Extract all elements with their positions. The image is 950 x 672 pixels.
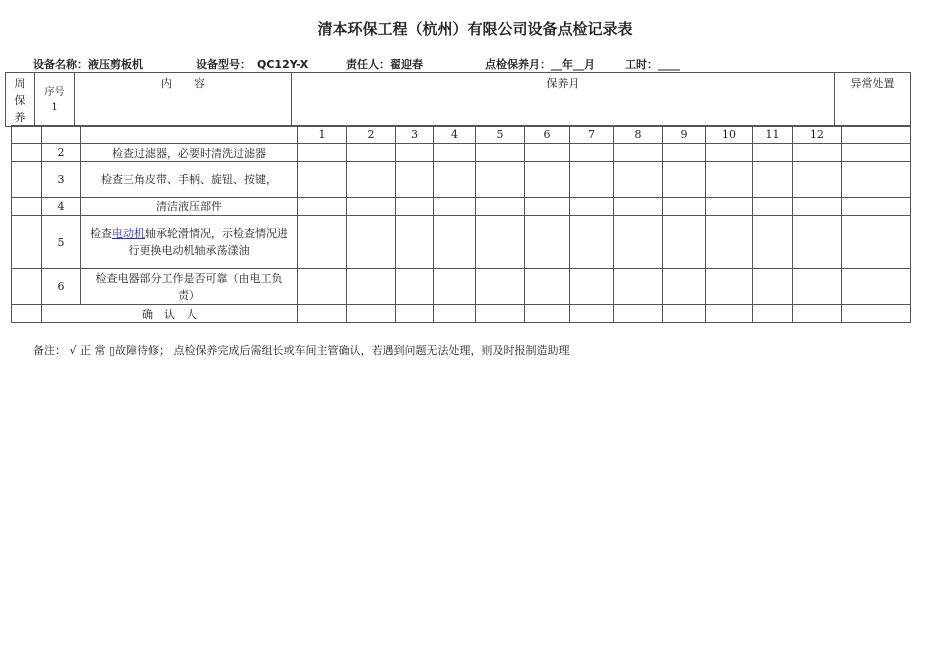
check-cell[interactable]	[614, 144, 663, 162]
check-cell[interactable]	[525, 162, 570, 198]
signature-cell[interactable]	[706, 305, 753, 323]
owner	[346, 56, 423, 72]
equipment-model-value: QC12Y-X	[257, 58, 309, 71]
row-content: 清洁液压部件	[81, 198, 298, 216]
check-cell[interactable]	[476, 144, 525, 162]
check-cell[interactable]	[614, 198, 663, 216]
signature-cell[interactable]	[476, 305, 525, 323]
work-hours	[625, 56, 680, 72]
footnote: 备注： √ 正 常 ▯故障待修； 点检保养完成后需组长或车间主管确认，若遇到问题无法处理，则及时报制造助理	[33, 344, 570, 357]
signature-cell[interactable]	[396, 305, 434, 323]
check-cell[interactable]	[663, 162, 706, 198]
check-cell[interactable]	[793, 269, 842, 305]
check-cell[interactable]	[396, 162, 434, 198]
check-cell[interactable]	[347, 144, 396, 162]
month-2: 2	[347, 126, 396, 144]
check-cell[interactable]	[298, 216, 347, 269]
table-row	[12, 162, 911, 198]
month-12: 12	[793, 126, 842, 144]
check-cell[interactable]	[706, 216, 753, 269]
row-content: 检查过滤器，必要时清洗过滤器	[81, 144, 298, 162]
check-cell[interactable]	[753, 269, 793, 305]
row-content-pre: 检查	[90, 227, 112, 240]
check-cell[interactable]	[396, 216, 434, 269]
check-cell[interactable]	[396, 269, 434, 305]
motor-link[interactable]: 电动机	[112, 227, 145, 240]
signature-cell[interactable]	[663, 305, 706, 323]
month-number-row	[12, 126, 911, 144]
check-cell[interactable]	[476, 162, 525, 198]
month-4: 4	[434, 126, 476, 144]
check-cell[interactable]	[663, 144, 706, 162]
hours-value: ____	[658, 58, 680, 71]
check-cell[interactable]	[525, 198, 570, 216]
check-cell[interactable]	[706, 144, 753, 162]
check-cell[interactable]	[476, 216, 525, 269]
month-3: 3	[396, 126, 434, 144]
check-cell[interactable]	[614, 162, 663, 198]
content-header: 内 容	[75, 73, 292, 127]
maintenance-period	[485, 56, 595, 72]
equipment-model	[196, 56, 308, 72]
inspection-table	[11, 125, 911, 323]
table-row	[12, 269, 911, 305]
row-content	[81, 216, 298, 269]
week-maintenance-header	[6, 73, 35, 127]
check-cell[interactable]	[663, 216, 706, 269]
month-11: 11	[753, 126, 793, 144]
signature-cell[interactable]	[793, 305, 842, 323]
check-cell[interactable]	[570, 162, 614, 198]
month-1: 1	[298, 126, 347, 144]
signature-cell[interactable]	[614, 305, 663, 323]
check-cell[interactable]	[347, 269, 396, 305]
equipment-name-label: 设备名称：	[33, 58, 88, 71]
check-cell[interactable]	[396, 198, 434, 216]
week-char-2: 保	[14, 94, 26, 107]
month-7: 7	[570, 126, 614, 144]
row-seq: 2	[42, 144, 81, 162]
seq-label: 序号	[44, 87, 65, 98]
week-char-3: 养	[14, 111, 26, 124]
check-cell[interactable]	[525, 216, 570, 269]
month-8: 8	[614, 126, 663, 144]
header-table	[5, 72, 911, 127]
check-cell[interactable]	[476, 198, 525, 216]
check-cell[interactable]	[663, 269, 706, 305]
check-cell[interactable]	[570, 269, 614, 305]
seq-first: 1	[51, 102, 58, 113]
check-cell[interactable]	[570, 144, 614, 162]
month-6: 6	[525, 126, 570, 144]
abnormal-cell[interactable]	[842, 269, 911, 305]
check-cell[interactable]	[753, 198, 793, 216]
check-cell[interactable]	[525, 144, 570, 162]
table-row	[12, 144, 911, 162]
check-cell[interactable]	[793, 198, 842, 216]
check-cell[interactable]	[347, 162, 396, 198]
check-cell[interactable]	[793, 216, 842, 269]
equipment-name	[33, 56, 143, 72]
equipment-name-value: 液压剪板机	[88, 58, 143, 71]
signature-cell[interactable]	[298, 305, 347, 323]
signature-cell[interactable]	[753, 305, 793, 323]
check-cell[interactable]	[347, 216, 396, 269]
check-cell[interactable]	[298, 162, 347, 198]
table-row	[12, 198, 911, 216]
check-cell[interactable]	[434, 269, 476, 305]
row-seq: 6	[42, 269, 81, 305]
row-seq: 4	[42, 198, 81, 216]
confirm-row	[12, 305, 911, 323]
table-row	[12, 216, 911, 269]
month-9: 9	[663, 126, 706, 144]
check-cell[interactable]	[434, 162, 476, 198]
check-cell[interactable]	[570, 216, 614, 269]
check-cell[interactable]	[793, 162, 842, 198]
check-cell[interactable]	[793, 144, 842, 162]
check-cell[interactable]	[753, 162, 793, 198]
row-content: 检查三角皮带、手柄、旋钮、按键，	[81, 162, 298, 198]
abnormal-cell[interactable]	[842, 144, 911, 162]
owner-label: 责任人：	[346, 58, 390, 71]
check-cell[interactable]	[663, 198, 706, 216]
check-cell[interactable]	[614, 269, 663, 305]
check-cell[interactable]	[434, 144, 476, 162]
page-title: 清本环保工程（杭州）有限公司设备点检记录表	[317, 20, 633, 38]
check-cell[interactable]	[570, 198, 614, 216]
row-content: 检查电器部分工作是否可靠（由电工负责）	[81, 269, 298, 305]
check-cell[interactable]	[434, 198, 476, 216]
hours-label: 工时：	[625, 58, 658, 71]
check-cell[interactable]	[347, 198, 396, 216]
check-cell[interactable]	[396, 144, 434, 162]
abnormal-cell[interactable]	[842, 216, 911, 269]
check-cell[interactable]	[706, 269, 753, 305]
check-cell[interactable]	[525, 269, 570, 305]
signature-cell[interactable]	[525, 305, 570, 323]
equipment-model-label: 设备型号：	[196, 58, 251, 71]
month-10: 10	[706, 126, 753, 144]
check-cell[interactable]	[706, 162, 753, 198]
row-seq: 3	[42, 162, 81, 198]
check-cell[interactable]	[298, 198, 347, 216]
confirm-label: 确 认 人	[42, 305, 298, 323]
month-5: 5	[476, 126, 525, 144]
abnormal-cell[interactable]	[842, 162, 911, 198]
signature-cell[interactable]	[842, 305, 911, 323]
row-seq: 5	[42, 216, 81, 269]
check-cell[interactable]	[753, 144, 793, 162]
period-label: 点检保养月：	[485, 58, 551, 71]
check-cell[interactable]	[753, 216, 793, 269]
check-cell[interactable]	[476, 269, 525, 305]
check-cell[interactable]	[706, 198, 753, 216]
month-header: 保养月	[292, 73, 835, 127]
owner-value: 翟迎春	[390, 58, 423, 71]
seq-header	[35, 73, 75, 127]
abnormal-header: 异常处置	[835, 73, 911, 127]
check-cell[interactable]	[614, 216, 663, 269]
check-cell[interactable]	[298, 144, 347, 162]
week-char-1: 周	[14, 77, 26, 90]
row-content-post: 轴承轮滑情况，示检查情况进行更换电动机轴承荡漾油	[128, 227, 288, 257]
signature-cell[interactable]	[570, 305, 614, 323]
check-cell[interactable]	[298, 269, 347, 305]
check-cell[interactable]	[434, 216, 476, 269]
signature-cell[interactable]	[347, 305, 396, 323]
abnormal-cell[interactable]	[842, 198, 911, 216]
signature-cell[interactable]	[434, 305, 476, 323]
period-value: __年__月	[551, 58, 595, 71]
